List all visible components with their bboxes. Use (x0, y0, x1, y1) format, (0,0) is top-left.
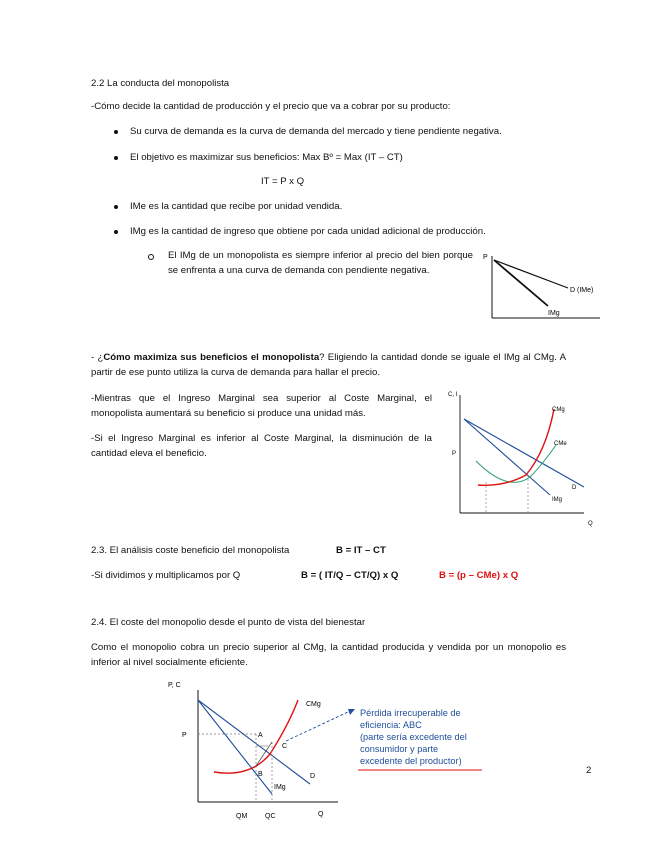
d-label: D (572, 485, 577, 491)
page-number: 2 (586, 765, 592, 776)
formula-b-final: B = (p – CMe) x Q (439, 570, 519, 581)
graph-deadweight-loss (152, 676, 492, 826)
section-title-2-2: 2.2 La conducta del monopolista (91, 78, 230, 89)
cme-label: CMe (554, 441, 567, 447)
price-label: P (452, 451, 457, 457)
maximize-paragraph: - ¿Cómo maximiza sus beneficios el monopolista? Eligiendo la cantidad donde se iguale el IMg al CMg. A partir de ese punto utiliza la curva de demanda para hallar el precio. (91, 352, 566, 378)
qm-label: QM (236, 813, 248, 820)
cmg-label: CMg (552, 407, 565, 413)
img-label: IMg (274, 784, 286, 791)
axis-x-label: Q (588, 521, 593, 527)
axis-p-label: P (483, 254, 488, 261)
axis-x-label: Q (318, 811, 324, 818)
welfare-paragraph: Como el monopolio cobra un precio superior al CMg, la cantidad producida y vendida por un monopolio es inferior al nivel socialmente eficiente. (91, 642, 566, 668)
note-arrow (286, 712, 348, 741)
formula-b-expanded: B = ( IT/Q – CT/Q) x Q (301, 570, 399, 581)
cmg-curve (478, 409, 554, 485)
bullet-img: IMg es la cantidad de ingreso que obtiene por cada unidad adicional de producción. (130, 226, 486, 237)
axis-y-label: C, I (448, 392, 458, 398)
section-title-2-3: 2.3. El análisis coste beneficio del monopolista (91, 545, 290, 556)
price-label: P (182, 732, 187, 739)
bullet-icon (114, 230, 118, 234)
note-line-5: excedente del productor) (360, 756, 462, 766)
bullet-icon (114, 205, 118, 209)
divide-multiply-text: -Si dividimos y multiplicamos por Q (91, 570, 241, 581)
mr-curve (464, 419, 550, 495)
d-label: D (310, 773, 316, 780)
mr-label: IMg (548, 310, 560, 317)
bullet-icon (114, 156, 118, 160)
section-title-2-4: 2.4. El coste del monopolio desde el punto de vista del bienestar (91, 617, 366, 628)
para-mr-less: -Si el Ingreso Marginal es inferior al Coste Marginal, la disminución de la cantidad eleva el beneficio. (91, 433, 432, 459)
bullet-icon (114, 130, 118, 134)
demand-curve (494, 260, 568, 288)
bullet-objective: El objetivo es maximizar sus beneficios: Max Bº = Max (IT – CT) (130, 152, 403, 163)
graph-monopoly-profit (446, 385, 601, 530)
sub-bullet-img-text: El IMg de un monopolista es siempre inferior al precio del bien porque se enfrenta a una curva de demanda con pendiente negativa. (168, 250, 473, 276)
bullet-ime: IMe es la cantidad que recibe por unidad vendida. (130, 201, 343, 212)
cme-curve (476, 445, 556, 482)
bullet-demand: Su curva de demanda es la curva de demanda del mercado y tiene pendiente negativa. (130, 126, 502, 137)
formula-it: IT = P x Q (261, 176, 305, 187)
demand-label: D (IMe) (570, 287, 594, 294)
img-label: IMg (552, 497, 563, 503)
point-b: B (258, 771, 263, 778)
mr-curve (494, 260, 548, 306)
point-a: A (258, 732, 263, 739)
note-line-1: Pérdida irrecuperable de (360, 708, 461, 718)
formula-b: B = IT – CT (336, 545, 386, 556)
cmg-label: CMg (306, 701, 321, 708)
graph-demand-mr (480, 246, 605, 324)
arrow-head-icon (348, 709, 355, 715)
sub-bullet-icon (148, 254, 154, 260)
axis-y-label: P, C (168, 682, 181, 689)
note-line-3: (parte sería excedente del (360, 732, 467, 742)
note-line-4: consumidor y parte (360, 744, 439, 754)
qc-label: QC (265, 813, 276, 820)
point-c: C (282, 743, 288, 750)
question-text: -Cómo decide la cantidad de producción y el precio que va a cobrar por su producto: (91, 101, 451, 112)
note-line-2: eficiencia: ABC (360, 720, 422, 730)
para-mr-greater: -Mientras que el Ingreso Marginal sea superior al Coste Marginal, el monopolista aumentará su beneficio si produce una unidad más. (91, 393, 432, 419)
